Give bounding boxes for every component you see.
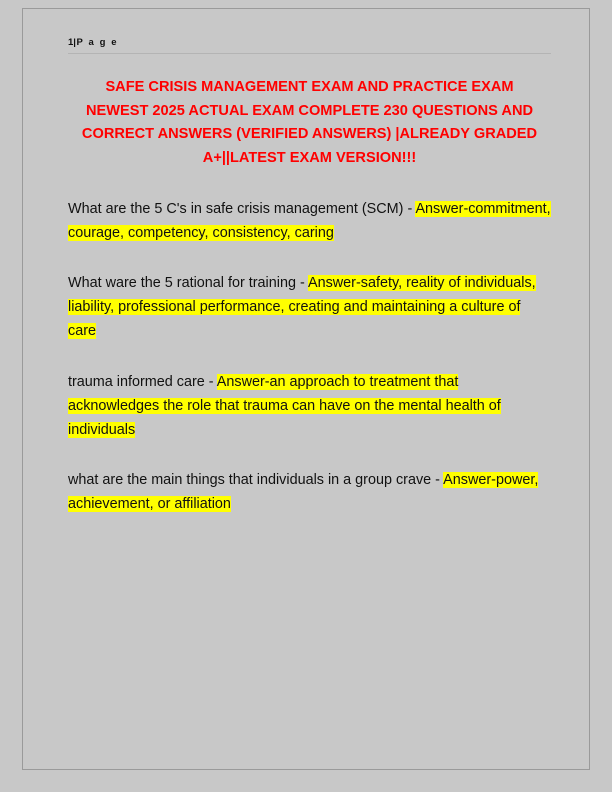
header-divider	[68, 53, 551, 54]
page-number-label: P a g e	[76, 37, 119, 48]
page-title: SAFE CRISIS MANAGEMENT EXAM AND PRACTICE EXAM NEWEST 2025 ACTUAL EXAM COMPLETE 230 QUESTIONS AND CORRECT ANSWERS (VERIFIED ANSWERS) |ALREADY GRADED A+||LATEST EXAM VERSION!!!	[81, 79, 538, 166]
answer-text: Answer-an approach to treatment that acknowledges the role that trauma can have on the mental health of individuals	[68, 373, 501, 438]
answer-text: Answer-commitment, courage, competency, consistency, caring	[68, 200, 551, 241]
page-number-separator: |	[73, 37, 77, 48]
question-text: What ware the 5 rational for training -	[68, 274, 308, 291]
page-content	[68, 37, 551, 542]
document-page	[22, 8, 590, 770]
qa-item-4	[68, 468, 551, 516]
question-text: what are the main things that individuals in a group crave -	[68, 472, 444, 489]
question-text: trauma informed care -	[68, 373, 217, 390]
page-number-header	[68, 37, 551, 48]
question-text: What are the 5 C's in safe crisis management (SCM) -	[68, 200, 416, 217]
answer-text: Answer-power, achievement, or affiliation	[68, 472, 539, 513]
qa-item-1	[68, 197, 551, 245]
qa-item-3	[68, 370, 551, 443]
page-number-value: 1	[68, 37, 74, 48]
answer-text: Answer-safety, reality of individuals, liability, professional performance, creating and maintaining a culture of care	[68, 274, 536, 340]
qa-item-2	[68, 271, 551, 344]
